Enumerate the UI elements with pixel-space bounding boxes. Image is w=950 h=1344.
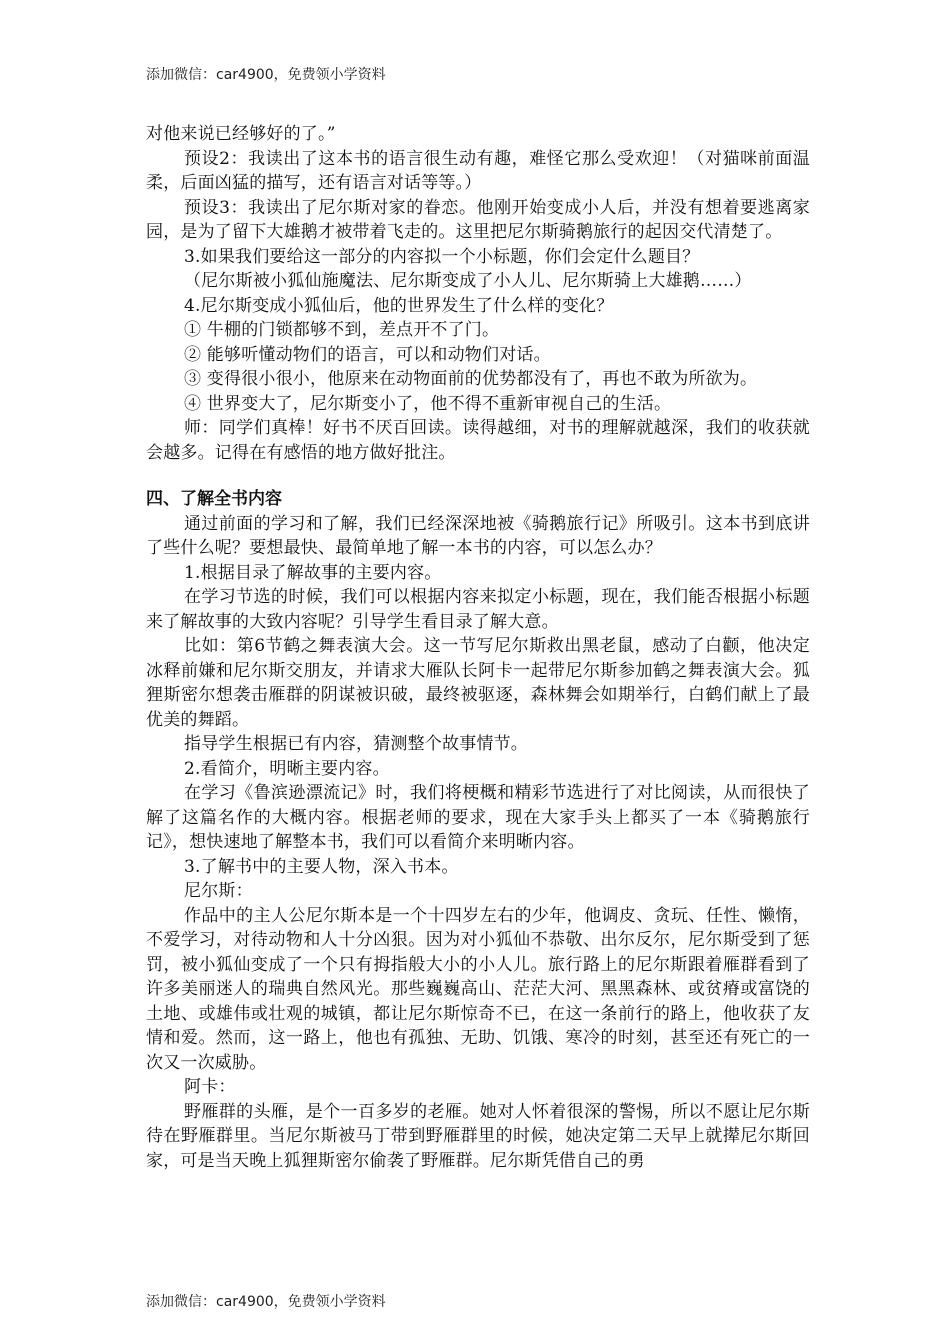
paragraph: 预设3：我读出了尼尔斯对家的眷恋。他刚开始变成小人后，并没有想着要逃离家园，是为了留下大雄鹅才被带着飞走的。这里把尼尔斯骑鹅旅行的起因交代清楚了。 [146, 197, 810, 242]
paragraph: 1.根据目录了解故事的主要内容。 [184, 562, 442, 583]
paragraph: 4.尼尔斯变成小狐仙后，他的世界发生了什么样的变化？ [184, 295, 614, 316]
paragraph: 对他来说已经够好的了。” [146, 124, 336, 144]
page-header: 添加微信：car4900，免费领小学资料 [146, 67, 386, 83]
paragraph: 野雁群的头雁，是个一百多岁的老雁。她对人怀着很深的警惕，所以不愿让尼尔斯待在野雁群里。当尼尔斯被马丁带到野雁群里的时候，她决定第二天早上就撵尼尔斯回家，可是当天晚上狐狸斯密尔偷袭了野雁群。尼尔斯凭借自己的勇 [146, 1101, 810, 1171]
paragraph: 作品中的主人公尼尔斯本是一个十四岁左右的少年，他调皮、贪玩、任性、懒惰，不爱学习，对待动物和人十分凶狠。因为对小狐仙不恭敬、出尔反尔，尼尔斯受到了惩罚，被小狐仙变成了一个只有拇指般大小的小人儿。旅行路上的尼尔斯跟着雁群看到了许多美丽迷人的瑞典自然风光。那些巍巍高山、茫茫大河、黑黑森林、或贫瘠或富饶的土地、或雄伟或壮观的城镇，都让尼尔斯惊奇不已，在这一条前行的路上，他收获了友情和爱。然而，这一路上，他也有孤独、无助、饥饿、寒冷的时刻，甚至还有死亡的一次又一次威胁。 [146, 905, 810, 1073]
paragraph: 预设2：我读出了这本书的语言很生动有趣，难怪它那么受欢迎！（对猫咪前面温柔，后面凶猛的描写，还有语言对话等等。） [146, 148, 810, 193]
paragraph: 在学习《鲁滨逊漂流记》时，我们将梗概和精彩节选进行了对比阅读，从而很快了解了这篇名作的大概内容。根据老师的要求，现在大家手头上都买了一本《骑鹅旅行记》，想快速地了解整本书，我们可以看简介来明晰内容。 [146, 783, 810, 852]
paragraph: 尼尔斯： [184, 881, 253, 901]
paragraph: 在学习节选的时候，我们可以根据内容来拟定小标题，现在，我们能否根据小标题来了解故事的大致内容呢？引导学生看目录了解大意。 [146, 587, 810, 632]
section-before [146, 122, 810, 465]
paragraph: 比如：第6节鹤之舞表演大会。这一节写尼尔斯救出黑老鼠，感动了白颧，他决定冰释前嫌和尼尔斯交朋友，并请求大雁队长阿卡一起带尼尔斯参加鹤之舞表演大会。狐狸斯密尔想袭击雁群的阴谋被识破，最终被驱逐，森林舞会如期举行，白鹤们献上了最优美的舞蹈。 [146, 636, 810, 730]
paragraph: ② 能够听懂动物们的语言，可以和动物们对话。 [184, 344, 551, 365]
page-footer: 添加微信：car4900，免费领小学资料 [146, 1294, 386, 1310]
paragraph: ① 牛棚的门锁都够不到，差点开不了门。 [184, 320, 500, 340]
paragraph: ④ 世界变大了，尼尔斯变小了，他不得不重新审视自己的生活。 [184, 393, 672, 414]
paragraph: 3.如果我们要给这一部分的内容拟一个小标题，你们会定什么题目？ [184, 246, 700, 267]
paragraph: 阿卡： [184, 1077, 236, 1097]
paragraph: 指导学生根据已有内容，猜测整个故事情节。 [184, 734, 528, 754]
paragraph: 师：同学们真棒！好书不厌百回读。读得越细，对书的理解就越深，我们的收获就会越多。记得在有感悟的地方做好批注。 [146, 418, 810, 463]
section-heading: 四、了解全书内容 [146, 489, 282, 509]
section-after [146, 512, 810, 1174]
paragraph: 3.了解书中的主要人物，深入书本。 [184, 856, 459, 877]
paragraph: ③ 变得很小很小，他原来在动物面前的优势都没有了，再也不敢为所欲为。 [184, 369, 758, 389]
document-body [146, 122, 810, 1173]
paragraph: 2.看简介，明晰主要内容。 [184, 758, 390, 779]
paragraph: 通过前面的学习和了解，我们已经深深地被《骑鹅旅行记》所吸引。这本书到底讲了些什么呢？要想最快、最简单地了解一本书的内容，可以怎么办？ [146, 513, 810, 558]
paragraph: （尼尔斯被小狐仙施魔法、尼尔斯变成了小人儿、尼尔斯骑上大雄鹅……） [184, 271, 752, 291]
